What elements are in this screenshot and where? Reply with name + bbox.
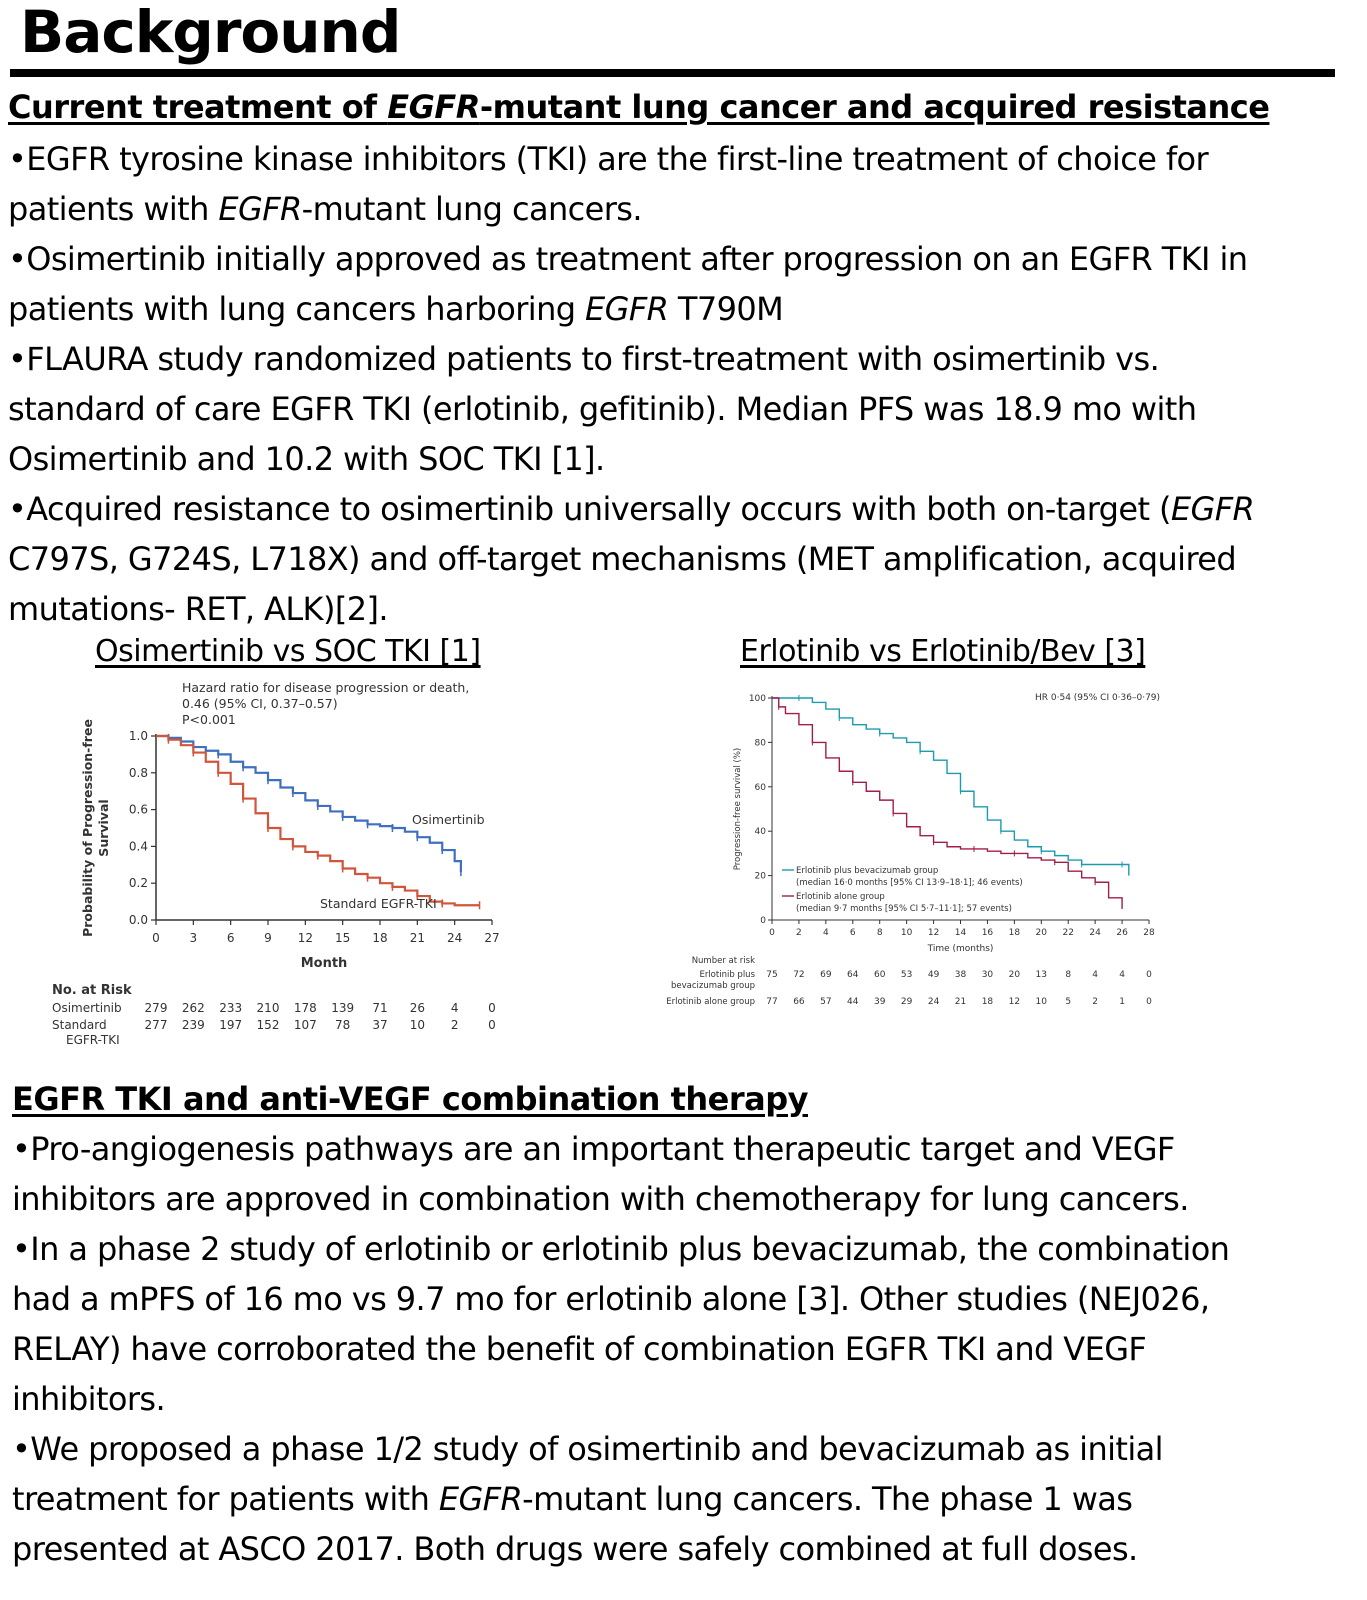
- bullet-1-line: patients with EGFR-mutant lung cancers.: [8, 190, 642, 228]
- legend-detail: (median 16·0 months [95% CI 13·9–18·1]; 46 events): [796, 878, 1023, 888]
- risk-value: 72: [793, 970, 805, 980]
- risk-value: 197: [219, 1018, 243, 1032]
- y-tick-label: 1.0: [128, 729, 148, 743]
- y-tick-label: 100: [748, 694, 766, 704]
- title-divider: [10, 69, 1335, 77]
- risk-value: 44: [847, 997, 859, 1007]
- section-heading-current-treatment: Current treatment of EGFR-mutant lung cancer and acquired resistance: [8, 88, 1270, 126]
- bullet-3-line: standard of care EGFR TKI (erlotinib, gefitinib). Median PFS was 18.9 mo with: [8, 390, 1197, 428]
- risk-value: 178: [293, 1001, 317, 1015]
- risk-value: 239: [181, 1018, 205, 1032]
- bullet-2-line: had a mPFS of 16 mo vs 9.7 mo for erlotinib alone [3]. Other studies (NEJ026,: [12, 1280, 1210, 1318]
- hazard-ratio-annotation: P<0.001: [182, 712, 236, 727]
- risk-value: 4: [450, 1001, 459, 1015]
- risk-value: 30: [981, 970, 994, 980]
- bullet-1-line: •Pro-angiogenesis pathways are an important therapeutic target and VEGF: [12, 1130, 1175, 1168]
- hazard-ratio-annotation: Hazard ratio for disease progression or death,: [182, 680, 470, 695]
- x-tick-label: 24: [447, 931, 463, 945]
- hazard-ratio-text: HR 0·54 (95% CI 0·36–0·79): [1035, 693, 1161, 703]
- risk-value: 0: [1146, 997, 1152, 1007]
- risk-value: 37: [372, 1018, 388, 1032]
- figure2-title: Erlotinib vs Erlotinib/Bev [3]: [740, 634, 1146, 669]
- risk-value: 10: [409, 1018, 425, 1032]
- risk-value: 233: [219, 1001, 243, 1015]
- x-axis-label: Month: [300, 956, 348, 971]
- risk-value: 29: [900, 997, 913, 1007]
- risk-value: 4: [1119, 970, 1125, 980]
- risk-row-name: Erlotinib alone group: [666, 997, 755, 1007]
- hazard-ratio-annotation: 0.46 (95% CI, 0.37–0.57): [182, 696, 338, 711]
- bullet-3-line: treatment for patients with EGFR-mutant lung cancers. The phase 1 was: [12, 1480, 1133, 1518]
- x-tick-label: 12: [927, 928, 940, 938]
- x-tick-label: 18: [1008, 928, 1021, 938]
- x-tick-label: 15: [335, 931, 351, 945]
- bullet-3-line: •FLAURA study randomized patients to first-treatment with osimertinib vs.: [8, 340, 1160, 378]
- y-tick-label: 40: [754, 827, 766, 838]
- risk-value: 0: [488, 1018, 496, 1032]
- x-tick-label: 16: [981, 928, 994, 938]
- x-tick-label: 10: [900, 928, 913, 938]
- section-heading-combination-therapy: EGFR TKI and anti-VEGF combination therapy: [12, 1080, 808, 1118]
- figure1-km-plot: [50, 676, 530, 1056]
- x-tick-label: 6: [849, 928, 856, 938]
- figure1-title: Osimertinib vs SOC TKI [1]: [95, 634, 481, 669]
- risk-value: 38: [954, 970, 967, 980]
- risk-value: 107: [293, 1018, 317, 1032]
- risk-row-name: EGFR-TKI: [66, 1033, 120, 1047]
- section-current-treatment-body: [8, 134, 1254, 634]
- risk-value: 78: [335, 1018, 351, 1032]
- bullet-2-line: •Osimertinib initially approved as treatment after progression on an EGFR TKI in: [8, 240, 1248, 278]
- x-tick-label: 4: [822, 928, 829, 938]
- risk-row-name: Erlotinib plus: [699, 970, 755, 980]
- bullet-2-line: inhibitors.: [12, 1380, 166, 1418]
- y-axis-label: Probability of Progression-free: [80, 719, 95, 937]
- risk-value: 21: [954, 997, 967, 1007]
- bullet-1-line: •EGFR tyrosine kinase inhibitors (TKI) are the first-line treatment of choice for: [8, 140, 1209, 178]
- risk-value: 0: [1146, 970, 1152, 980]
- bullet-3-line: •We proposed a phase 1/2 study of osimertinib and bevacizumab as initial: [12, 1430, 1163, 1468]
- risk-value: 64: [847, 970, 859, 980]
- risk-value: 262: [181, 1001, 205, 1015]
- x-tick-label: 14: [954, 928, 967, 938]
- risk-value: 0: [488, 1001, 496, 1015]
- y-tick-label: 0.8: [128, 765, 148, 780]
- x-tick-label: 27: [484, 931, 500, 945]
- gene-name-italic: EGFR: [438, 1480, 523, 1518]
- risk-value: 277: [144, 1018, 168, 1032]
- risk-value: 53: [900, 970, 913, 980]
- risk-value: 5: [1065, 997, 1072, 1007]
- risk-value: 152: [256, 1018, 280, 1032]
- risk-value: 2: [1092, 997, 1099, 1007]
- risk-value: 75: [766, 970, 778, 980]
- risk-value: 8: [1065, 970, 1072, 980]
- legend-detail: (median 9·7 months [95% CI 5·7–11·1]; 57 events): [796, 904, 1012, 914]
- bullet-2-line: RELAY) have corroborated the benefit of combination EGFR TKI and VEGF: [12, 1330, 1147, 1368]
- risk-value: 71: [372, 1001, 388, 1015]
- bullet-3-line: Osimertinib and 10.2 with SOC TKI [1].: [8, 440, 605, 478]
- risk-row-name: bevacizumab group: [670, 981, 755, 991]
- risk-value: 12: [1008, 997, 1021, 1007]
- x-tick-label: 28: [1143, 928, 1155, 938]
- risk-table-header: No. at Risk: [52, 983, 132, 998]
- risk-value: 66: [793, 997, 805, 1007]
- series-line-combo: [772, 698, 1129, 876]
- y-axis-label: Progression-free survival (%): [733, 747, 743, 871]
- series-label-osimertinib: Osimertinib: [412, 812, 485, 827]
- risk-value: 39: [873, 997, 886, 1007]
- bullet-4-line: •Acquired resistance to osimertinib universally occurs with both on-target (EGFR: [8, 490, 1255, 528]
- risk-value: 69: [820, 970, 832, 980]
- x-tick-label: 12: [297, 931, 313, 945]
- risk-value: 1: [1119, 997, 1125, 1007]
- bullet-3-line: presented at ASCO 2017. Both drugs were safely combined at full doses.: [12, 1530, 1138, 1568]
- risk-value: 4: [1092, 970, 1099, 980]
- risk-row-name: Osimertinib: [52, 1001, 122, 1015]
- y-tick-label: 0.0: [128, 913, 148, 927]
- x-tick-label: 3: [189, 931, 198, 945]
- bullet-1-line: inhibitors are approved in combination with chemotherapy for lung cancers.: [12, 1180, 1189, 1218]
- y-tick-label: 0.4: [128, 839, 148, 854]
- gene-name-italic: EGFR: [585, 290, 669, 328]
- x-tick-label: 8: [876, 928, 883, 938]
- figure2-km-plot: [665, 686, 1165, 1016]
- x-tick-label: 6: [226, 931, 235, 945]
- y-tick-label: 60: [754, 782, 766, 793]
- risk-row-name: Standard: [52, 1018, 107, 1032]
- bullet-2-line: patients with lung cancers harboring EGFR T790M: [8, 290, 784, 328]
- risk-value: 77: [766, 997, 778, 1007]
- slide-title: Background: [20, 0, 401, 66]
- gene-name-italic: EGFR: [218, 190, 302, 228]
- y-axis-label: Survival: [96, 799, 111, 857]
- x-tick-label: 0: [152, 931, 160, 945]
- x-tick-label: 18: [372, 931, 388, 945]
- y-tick-label: 20: [754, 871, 766, 882]
- risk-value: 13: [1035, 970, 1048, 980]
- risk-value: 24: [927, 997, 940, 1007]
- y-tick-label: 0.6: [128, 802, 148, 817]
- legend-label: Erlotinib plus bevacizumab group: [796, 866, 939, 876]
- risk-value: 279: [144, 1001, 168, 1015]
- x-tick-label: 24: [1089, 928, 1101, 938]
- section-combination-therapy-body: [12, 1124, 1229, 1574]
- x-axis-label: Time (months): [927, 944, 994, 954]
- bullet-4-line: C797S, G724S, L718X) and off-target mechanisms (MET amplification, acquired: [8, 540, 1237, 578]
- y-tick-label: 80: [754, 738, 766, 749]
- risk-value: 139: [331, 1001, 355, 1015]
- x-tick-label: 9: [264, 931, 272, 945]
- bullet-2-line: •In a phase 2 study of erlotinib or erlotinib plus bevacizumab, the combination: [12, 1230, 1230, 1268]
- gene-name-italic: EGFR: [1170, 490, 1255, 528]
- risk-value: 18: [981, 997, 994, 1007]
- risk-value: 10: [1035, 997, 1048, 1007]
- legend-label: Erlotinib alone group: [796, 892, 885, 902]
- bullet-4-line: mutations- RET, ALK)[2].: [8, 590, 388, 628]
- x-tick-label: 26: [1116, 928, 1128, 938]
- risk-value: 20: [1008, 970, 1021, 980]
- x-tick-label: 22: [1062, 928, 1074, 938]
- risk-value: 210: [256, 1001, 280, 1015]
- series-label-standard: Standard EGFR-TKI: [320, 896, 437, 911]
- x-tick-label: 0: [769, 928, 775, 938]
- x-tick-label: 21: [409, 931, 425, 945]
- risk-value: 57: [820, 997, 832, 1007]
- risk-value: 26: [409, 1001, 425, 1015]
- risk-value: 49: [927, 970, 940, 980]
- y-tick-label: 0: [760, 916, 766, 926]
- risk-value: 2: [450, 1018, 459, 1032]
- y-tick-label: 0.2: [128, 876, 148, 891]
- x-tick-label: 20: [1035, 928, 1048, 938]
- x-tick-label: 2: [796, 928, 802, 938]
- gene-name-italic: EGFR: [387, 88, 480, 126]
- risk-table-header: Number at risk: [691, 956, 755, 966]
- risk-value: 60: [873, 970, 886, 980]
